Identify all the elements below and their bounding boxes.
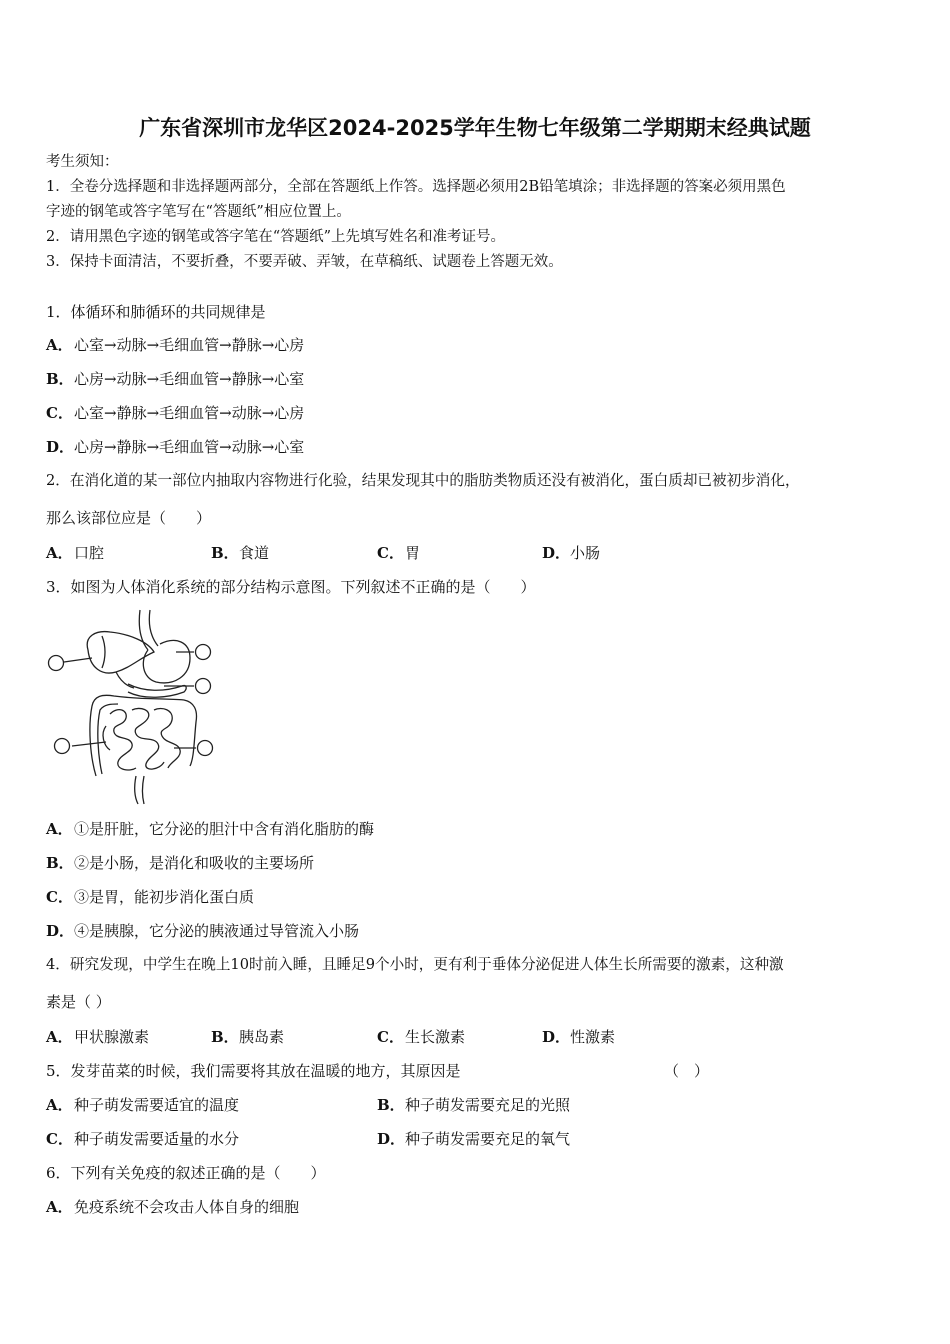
option-letter: D． <box>377 1130 406 1148</box>
digestive-system-diagram <box>44 606 222 806</box>
label-circle <box>55 739 70 754</box>
option-letter: B． <box>211 544 239 562</box>
option-letter: D． <box>46 922 75 940</box>
option-letter: D． <box>542 544 571 562</box>
option-text: 心室→静脉→毛细血管→动脉→心房 <box>74 404 305 422</box>
option-text: 小肠 <box>570 544 601 562</box>
question-5-stem: 5．发芽苗菜的时候，我们需要将其放在温暖的地方，其原因是 <box>46 1062 461 1080</box>
question-1-stem: 1．体循环和肺循环的共同规律是 <box>46 303 266 321</box>
notice-line: 字迹的钢笔或答字笔写在“答题纸”相应位置上。 <box>46 204 351 220</box>
question-4-stem: 4．研究发现，中学生在晚上10时前入睡，且睡足9个小时，更有利于垂体分泌促进人体生长所需要的激素，这种激 <box>46 956 784 973</box>
option-text: ④是胰腺，它分泌的胰液通过导管流入小肠 <box>74 922 360 940</box>
option-text: 心室→动脉→毛细血管→静脉→心房 <box>74 336 305 354</box>
option-letter: B． <box>46 854 74 872</box>
question-4-stem-cont: 素是（ ） <box>46 993 111 1011</box>
question-2-stem: 2．在消化道的某一部位内抽取内容物进行化验，结果发现其中的脂肪类物质还没有被消化，蛋白质却已被初步消化， <box>46 472 800 489</box>
question-3-stem: 3．如图为人体消化系统的部分结构示意图。下列叙述不正确的是（ ） <box>46 578 536 596</box>
option-letter: C． <box>46 1130 73 1148</box>
option-text: ①是肝脏，它分泌的胆汁中含有消化脂肪的酶 <box>74 820 375 838</box>
option-letter: A． <box>46 1096 73 1114</box>
large-intestine-shape <box>90 695 197 776</box>
option-text: 生长激素 <box>405 1028 466 1046</box>
option-text: 种子萌发需要充足的光照 <box>405 1096 571 1114</box>
notice-line: 1．全卷分选择题和非选择题两部分，全部在答题纸上作答。选择题必须用2B铅笔填涂；非选择题的答案必须用黑色 <box>46 179 786 195</box>
option-letter: C． <box>46 404 73 422</box>
answer-paren: （ ） <box>664 1062 710 1080</box>
option-letter: D． <box>542 1028 571 1046</box>
label-circle <box>196 679 211 694</box>
option-text: 种子萌发需要充足的氧气 <box>405 1130 571 1148</box>
option-letter: D． <box>46 438 75 456</box>
notice-heading: 考生须知： <box>46 154 119 170</box>
option-letter: A． <box>46 820 73 838</box>
option-letter: B． <box>377 1096 405 1114</box>
option-text: 胃 <box>405 544 421 562</box>
option-text: 种子萌发需要适量的水分 <box>74 1130 240 1148</box>
option-text: 免疫系统不会攻击人体自身的细胞 <box>74 1198 300 1216</box>
option-letter: A． <box>46 544 73 562</box>
option-text: 种子萌发需要适宜的温度 <box>74 1096 240 1114</box>
option-text: 胰岛素 <box>239 1028 285 1046</box>
label-circle <box>198 741 213 756</box>
option-letter: C． <box>46 888 73 906</box>
option-text: 口腔 <box>74 544 105 562</box>
option-letter: A． <box>46 1028 73 1046</box>
option-letter: B． <box>46 370 74 388</box>
option-text: 食道 <box>239 544 270 562</box>
notice-line: 3．保持卡面清洁，不要折叠，不要弄破、弄皱，在草稿纸、试题卷上答题无效。 <box>46 254 563 270</box>
option-text: 性激素 <box>570 1028 616 1046</box>
option-text: 甲状腺激素 <box>74 1028 150 1046</box>
small-intestine-shape <box>110 710 136 770</box>
option-letter: C． <box>377 544 404 562</box>
option-letter: B． <box>211 1028 239 1046</box>
option-text: 心房→静脉→毛细血管→动脉→心室 <box>74 438 305 456</box>
question-2-stem-cont: 那么该部位应是（ ） <box>46 509 212 527</box>
option-text: ②是小肠，是消化和吸收的主要场所 <box>74 854 315 872</box>
option-letter: C． <box>377 1028 404 1046</box>
question-6-stem: 6．下列有关免疫的叙述正确的是（ ） <box>46 1164 326 1182</box>
option-text: 心房→动脉→毛细血管→静脉→心室 <box>74 370 305 388</box>
option-text: ③是胃，能初步消化蛋白质 <box>74 888 255 906</box>
option-letter: A． <box>46 1198 73 1216</box>
label-circle <box>49 656 64 671</box>
page-title: 广东省深圳市龙华区2024-2025学年生物七年级第二学期期末经典试题 <box>139 116 811 140</box>
notice-line: 2．请用黑色字迹的钢笔或答字笔在“答题纸”上先填写姓名和准考证号。 <box>46 229 506 245</box>
option-letter: A． <box>46 336 73 354</box>
label-circle <box>196 645 211 660</box>
